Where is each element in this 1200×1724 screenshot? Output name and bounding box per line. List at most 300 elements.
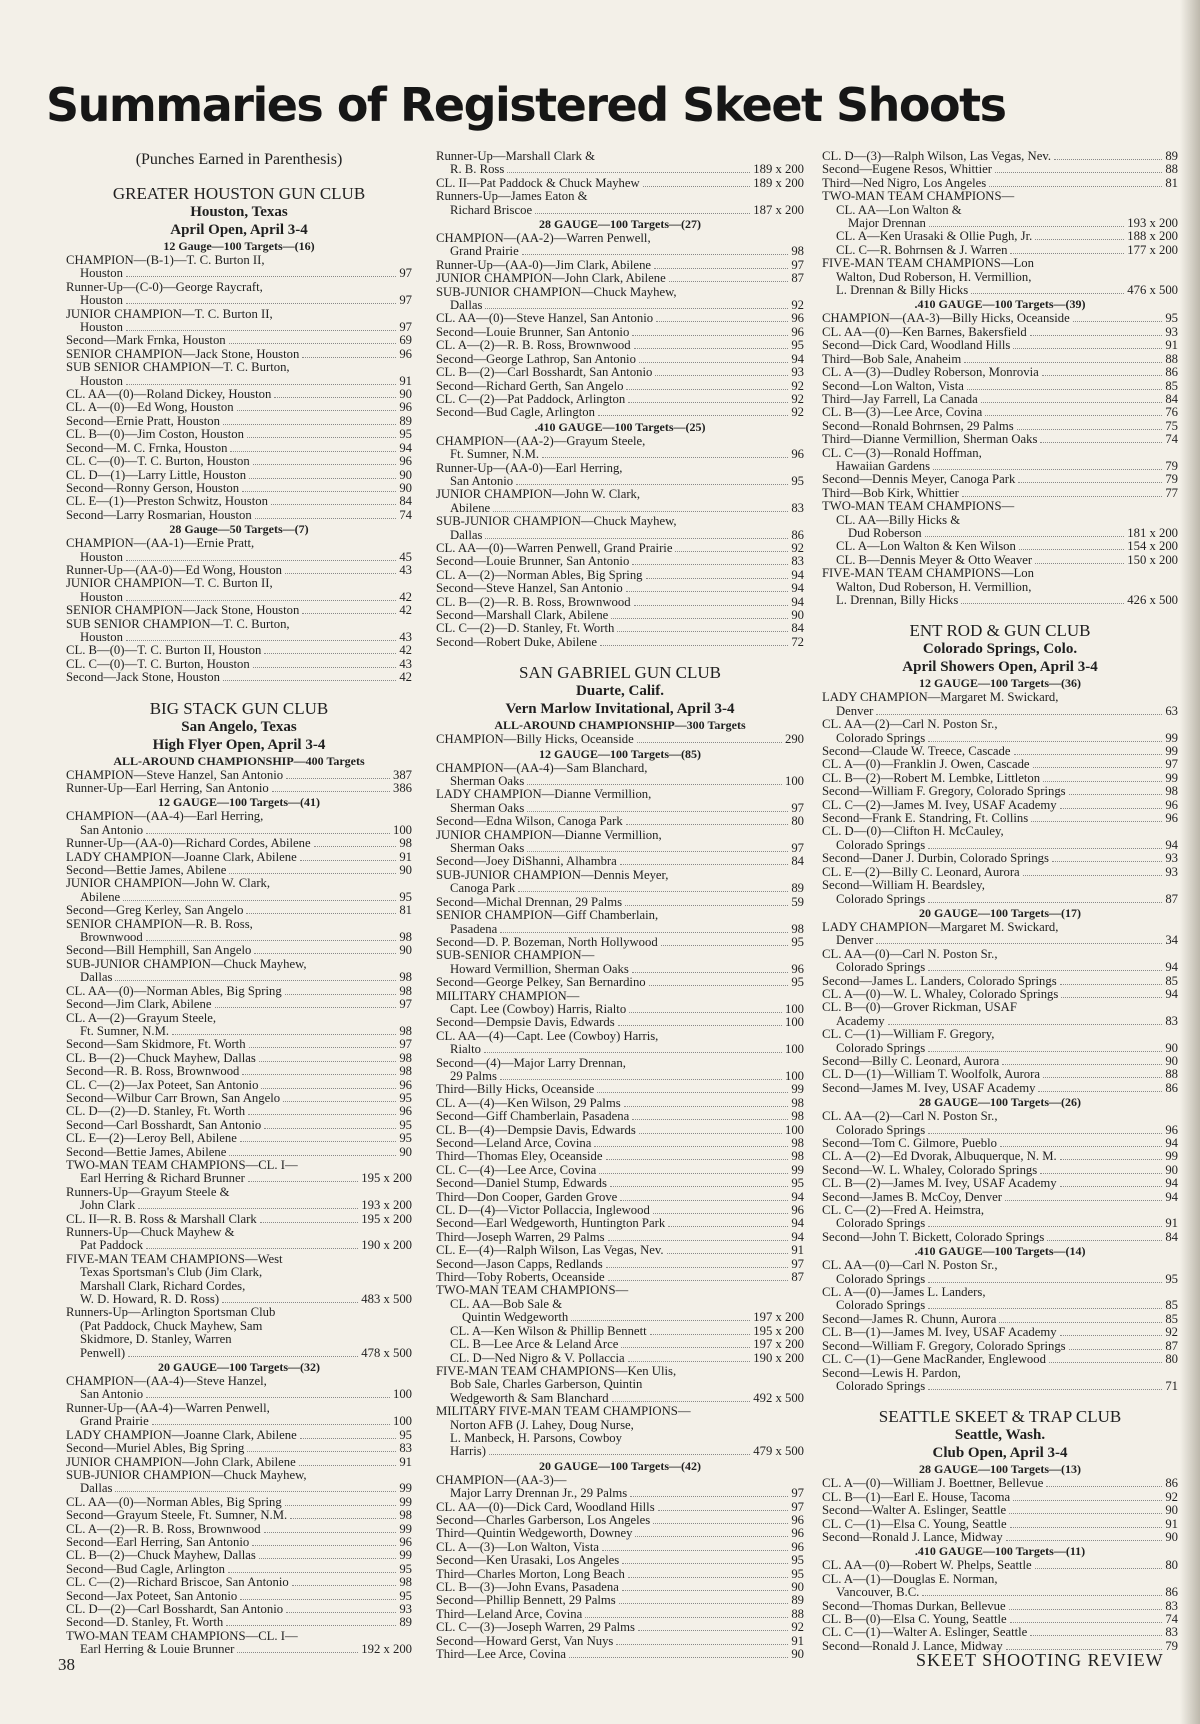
result-text: CL. B—(1)—Earl E. House, Tacoma [822,1489,1011,1504]
score: 42 [399,670,412,685]
score: 79 [1165,1638,1178,1653]
result-line [822,177,1178,190]
dot-leader [626,389,788,390]
text-line: FIVE-MAN TEAM CHAMPIONS—Lon [822,256,1034,271]
result-text: Rialto [450,1042,482,1057]
result-line [436,936,804,949]
result-text: CL. B—(0)—Elsa C. Young, Seattle [822,1611,1007,1626]
result-line [66,1199,412,1212]
text-line: CL. AA—(2)—Carl N. Poston Sr., [822,1109,998,1124]
result-text: Penwell) [80,1345,126,1360]
score: 90 [791,1580,804,1594]
result-text: JUNIOR CHAMPION—John Clark, Abilene [66,1454,296,1469]
dot-leader [223,680,396,681]
score: 190 x 200 [753,1350,804,1365]
result-line [436,923,804,936]
dot-leader [1006,1540,1163,1541]
dot-leader [661,945,789,946]
result-text: CL. E—(1)—Preston Schwitz, Houston [66,494,268,509]
dot-leader [1038,1091,1162,1092]
dot-leader [126,560,396,561]
result-line [66,591,412,604]
result-text: Second—Howard Gerst, Van Nuys [436,1633,614,1648]
result-text: Earl Herring & Richard Brunner [80,1171,245,1186]
score: 197 x 200 [753,1310,804,1325]
dot-leader [625,905,788,906]
event-header: .410 GAUGE—100 Targets—(39) [914,297,1086,312]
score: 96 [1165,811,1178,826]
result-line [436,1392,804,1405]
score: 94 [1165,1136,1178,1150]
dot-leader [285,994,397,995]
result-text: CL. B—(3)—John Evans, Pasadena [436,1580,619,1594]
score: 84 [399,494,412,509]
dot-leader [535,213,750,214]
result-text: Ft. Sumner, N.M. [450,447,540,462]
result-text: CL. II—Pat Paddock & Chuck Mayhew [436,175,640,190]
dot-leader [1049,1362,1162,1363]
result-line [822,244,1178,257]
dot-leader [981,402,1163,403]
score: 91 [1165,338,1178,353]
score: 83 [1165,1625,1178,1640]
result-text: Abilene [80,889,121,904]
dot-leader [585,1617,788,1618]
score: 478 x 500 [361,1345,412,1360]
result-text: Colorado Springs [836,1122,926,1137]
dot-leader [126,276,396,277]
score: 99 [1165,730,1178,745]
score: 95 [791,975,804,990]
result-text: CL. D—(4)—Victor Pollaccia, Inglewood [436,1203,650,1218]
dot-leader [248,1114,396,1115]
result-text: Second—William F. Gregory, Colorado Springs [822,784,1066,799]
dot-leader [643,186,751,187]
result-text: Second—Jax Poteet, San Antonio [66,1588,238,1603]
result-text: Second—Wilbur Carr Brown, San Angelo [66,1090,281,1105]
result-text: CL. C—(4)—Lee Arce, Covina [436,1162,597,1177]
dot-leader [260,1222,359,1223]
score: 91 [399,1454,412,1469]
result-line [436,855,804,868]
dot-leader [1060,1159,1163,1160]
result-line [822,150,1178,163]
text-line: LADY CHAMPION—Margaret M. Swickard, [822,690,1059,705]
score: 79 [1165,458,1178,473]
score: 83 [791,554,804,569]
score: 98 [791,1149,804,1164]
shoot-title: April Open, April 3-4 [170,222,308,238]
result-text: Second—Earl Herring, San Antonio [66,1534,250,1549]
score: 181 x 200 [1127,525,1178,540]
result-text: CL. C—(1)—Gene MacRander, Englewood [822,1352,1046,1367]
dot-leader [223,424,396,425]
result-text: CL. AA—(0)—Ken Barnes, Bakersfield [822,324,1027,339]
result-text: Colorado Springs [836,837,926,852]
event-header: 12 GAUGE—100 Targets—(41) [158,795,320,810]
score: 95 [399,1117,412,1132]
dot-leader [518,891,788,892]
result-text: Second—Lon Walton, Vista [822,378,964,393]
result-line [822,758,1178,771]
text-line: CHAMPION—(AA-2)—Grayum Steele, [436,433,646,448]
result-text: Colorado Springs [836,1216,926,1231]
dot-leader [606,1267,789,1268]
dot-leader [610,1186,788,1187]
dot-leader [172,1034,396,1035]
dot-leader [667,1253,789,1254]
dot-leader [542,457,788,458]
dot-leader [222,1302,358,1303]
text-line: SENIOR CHAMPION—Giff Chamberlain, [436,908,659,923]
result-text: CL. B—Lee Arce & Leland Arce [450,1337,619,1352]
text-line: CL. AA—Lon Walton & [836,202,962,217]
result-text: Second—Eugene Resos, Whittier [822,162,992,177]
result-text: JUNIOR CHAMPION—John Clark, Abilene [436,271,666,286]
score: 97 [399,1037,412,1052]
result-line [436,1487,804,1500]
result-text: CL. A—Lon Walton & Ken Wilson [836,539,1016,554]
result-line [66,1415,412,1428]
score: 190 x 200 [361,1238,412,1253]
result-line [436,1083,804,1096]
result-text: Second—R. B. Ross, Brownwood [66,1064,240,1079]
score: 97 [791,800,804,815]
dot-leader [619,1603,789,1604]
result-text: Third—Bob Kirk, Whittier [822,485,959,500]
result-line [822,163,1178,176]
score: 92 [791,405,804,420]
result-text: Sherman Oaks [450,841,525,856]
dot-leader [967,389,1162,390]
result-line [66,851,412,864]
dot-leader [606,1159,789,1160]
dot-leader [1000,1146,1162,1147]
score: 85 [1165,1311,1178,1326]
result-line [822,1313,1178,1326]
result-text: San Antonio [450,473,514,488]
score: 81 [1165,175,1178,190]
result-text: CL. A—Ken Wilson & Phillip Bennett [450,1323,647,1338]
result-text: Second—Grayum Steele, Ft. Sumner, N.M. [66,1508,288,1523]
event-header: 20 GAUGE—100 Targets—(32) [158,1360,320,1375]
result-text: Colorado Springs [836,730,926,745]
result-line [66,1119,412,1132]
result-line [66,782,412,795]
result-line [822,527,1178,540]
dot-leader [964,362,1162,363]
result-line [66,1388,412,1401]
text-line: CL. AA—(0)—Carl N. Poston Sr., [822,1258,998,1273]
text-line: TWO-MAN TEAM CHAMPIONS— [822,499,1015,514]
result-line [822,1353,1178,1366]
dot-leader [922,1595,1162,1596]
dot-leader [622,1563,788,1564]
result-text: CL. C—(3)—Joseph Warren, 29 Palms [436,1620,635,1635]
result-line [66,1603,412,1616]
dot-leader [637,742,782,743]
dot-leader [300,1438,397,1439]
result-line [66,509,412,522]
score: 96 [791,961,804,976]
dot-leader [500,932,788,933]
score: 90 [1165,1529,1178,1544]
text-line: CHAMPION—(AA-1)—Ernie Pratt, [66,536,255,551]
result-text: Second—Billy C. Leonard, Aurora [822,1053,1000,1068]
event-header: .410 GAUGE—100 Targets—(11) [914,1544,1086,1559]
score: 154 x 200 [1127,539,1178,554]
text-line: CHAMPION—(AA-4)—Earl Herring, [66,809,264,824]
result-text: CL. C—(0)—T. C. Burton, Houston [66,454,250,469]
result-line [436,1554,804,1567]
dot-leader [1060,984,1163,985]
result-line [66,1347,412,1360]
text-line: Runners-Up—Arlington Sportsman Club [66,1305,276,1320]
dot-leader [259,1061,397,1062]
result-text: Second—M. C. Frnka, Houston [66,440,228,455]
dot-leader [285,573,396,574]
result-text: Colorado Springs [836,1298,926,1313]
score: 84 [791,621,804,636]
dot-leader [1019,549,1124,550]
dot-leader [925,536,1125,537]
result-line [822,1380,1178,1393]
result-line [66,1293,412,1306]
score: 83 [399,1441,412,1456]
text-line: Second—(4)—Major Larry Drennan, [436,1055,626,1070]
event-header: 28 GAUGE—100 Targets—(26) [919,1095,1081,1110]
result-line [66,931,412,944]
result-text: CL. AA—(0)—Norman Ables, Big Spring [66,983,282,998]
score: 87 [791,271,804,286]
dot-leader [146,940,397,941]
result-text: CL. A—(2)—R. B. Ross, Brownwood [436,338,631,353]
score: 93 [791,365,804,380]
score: 98 [791,1109,804,1124]
text-line: Walton, Dud Roberson, H. Vermillion, [836,269,1032,284]
score: 100 [392,822,412,837]
dot-leader [608,1240,789,1241]
score: 476 x 500 [1127,283,1178,298]
result-text: Runner-Up—Earl Herring, San Antonio [66,781,269,795]
dot-leader [485,538,788,539]
score: 83 [1165,1598,1178,1613]
result-line [436,622,804,635]
result-line [436,1191,804,1204]
dot-leader [669,281,789,282]
dot-leader [253,667,397,668]
result-line [822,554,1178,567]
result-text: Howard Vermillion, Sherman Oaks [450,961,629,976]
score: 188 x 200 [1127,229,1178,244]
result-line [436,529,804,542]
result-line [436,366,804,379]
score: 88 [1165,1067,1178,1082]
score: 91 [791,1243,804,1258]
dot-leader [594,1146,788,1147]
dot-leader [632,335,788,336]
result-text: Pasadena [450,921,498,936]
event-header: 12 Gauge—100 Targets—(16) [163,239,315,253]
score: 94 [791,351,804,366]
score: 94 [791,594,804,609]
result-line [436,448,804,461]
score: 98 [399,1064,412,1079]
score: 99 [1165,744,1178,759]
score: 187 x 200 [753,202,804,217]
result-text: Second—Claude W. Treece, Cascade [822,744,1011,759]
result-text: CL. AA—(0)—Dick Card, Woodland Hills [436,1499,655,1514]
text-line: Runner-Up—(AA-0)—Earl Herring, [436,460,623,475]
result-text: SENIOR CHAMPION—Jack Stone, Houston [66,346,300,361]
score: 84 [1165,391,1178,406]
dot-leader [1060,808,1163,809]
text-line: CL. AA—(4)—Capt. Lee (Cowboy) Harris, [436,1028,659,1043]
result-text: CL. II—R. B. Ross & Marshall Clark [66,1211,257,1226]
result-line [822,339,1178,352]
dot-leader [242,491,396,492]
result-text: Houston [80,629,123,644]
result-text: R. B. Ross [450,162,505,177]
result-text: CL. A—Ken Urasaki & Ollie Pugh, Jr. [836,229,1033,244]
dot-leader [314,846,397,847]
score: 96 [1165,1122,1178,1137]
result-text: Harris) [450,1444,486,1459]
result-text: CHAMPION—(AA-3)—Billy Hicks, Oceanside [822,311,1070,326]
result-line [66,1105,412,1118]
text-line: TWO-MAN TEAM CHAMPIONS— [822,189,1015,204]
dot-leader [516,484,788,485]
result-text: Denver [836,933,874,948]
text-line: Runners-Up—James Eaton & [436,189,588,204]
text-line: CL. B—(0)—Grover Rickman, USAF [822,1000,1017,1015]
score: 94 [1165,986,1178,1001]
dot-leader [1010,253,1124,254]
dot-leader [1060,1335,1163,1336]
result-line [822,839,1178,852]
result-text: CL. C—R. Bohrnsen & J. Warren [836,242,1008,257]
result-text: Dud Roberson [848,525,922,540]
result-text: CL. AA—(0)—Robert W. Phelps, Seattle [822,1558,1032,1573]
result-line [822,1191,1178,1204]
result-line [822,812,1178,825]
dot-leader [271,504,396,505]
dot-leader [995,172,1162,173]
result-text: CL. D—Ned Nigro & V. Pollaccia [450,1350,625,1365]
dot-leader [620,864,789,865]
result-line [436,775,804,788]
result-text: Second—John T. Bickett, Colorado Springs [822,1229,1045,1244]
result-line [822,230,1178,243]
score: 96 [399,1077,412,1092]
dot-leader [527,811,788,812]
result-line [66,1549,412,1562]
result-text: Second—Ronny Gerson, Houston [66,480,240,495]
result-text: CL. A—(3)—Dudley Roberson, Monrovia [822,365,1039,380]
result-line [66,469,412,482]
result-line [436,733,804,746]
score: 94 [1165,960,1178,975]
result-line [822,1326,1178,1339]
column-3 [822,149,1178,1653]
text-line: CL. D—(0)—Clifton H. McCauley, [822,824,1004,839]
result-line [66,348,412,361]
score: 91 [791,1633,804,1648]
event-header: ALL-AROUND CHAMPIONSHIP—300 Targets [494,718,746,733]
score: 97 [1165,757,1178,772]
score: 195 x 200 [753,1323,804,1338]
result-line [822,433,1178,446]
dot-leader [639,1133,782,1134]
score: 98 [399,836,412,851]
result-text: CL. B—(2)—Chuck Mayhew, Dallas [66,1548,256,1563]
result-line [822,1082,1178,1095]
result-text: CL. A—(4)—Ken Wilson, 29 Palms [436,1095,621,1110]
dot-leader [621,1347,750,1348]
score: 43 [399,629,412,644]
score: 90 [399,467,412,482]
score: 34 [1165,933,1178,948]
text-line: LADY CHAMPION—Dianne Vermillion, [436,787,652,802]
dot-leader [632,564,788,565]
score: 195 x 200 [361,1211,412,1226]
result-text: Second—Muriel Ables, Big Spring [66,1441,245,1456]
dot-leader [1042,375,1163,376]
score: 90 [1165,1040,1178,1055]
score: 59 [791,894,804,909]
score: 42 [399,589,412,604]
result-text: Second—William F. Gregory, Colorado Springs [822,1338,1066,1353]
shoot-title: April Showers Open, April 3-4 [902,659,1098,676]
dot-leader [1010,1622,1163,1623]
score: 98 [399,930,412,945]
result-text: CL. B—(1)—James M. Ivey, USAF Academy [822,1325,1057,1340]
dot-leader [622,1590,788,1591]
result-line [66,864,412,877]
dot-leader [928,1133,1162,1134]
score: 100 [784,1001,804,1016]
result-line [66,604,412,617]
result-line [822,487,1178,500]
score: 99 [791,1082,804,1097]
text-line: FIVE-MAN TEAM CHAMPIONS—West [66,1251,283,1266]
result-text: L. Drennan, Billy Hicks [836,593,959,607]
dot-leader [611,618,788,619]
result-line [66,455,412,468]
score: 94 [791,1216,804,1231]
score: 86 [1165,365,1178,380]
result-text: Runner-Up—(AA-0)—Jim Clark, Abilene [436,257,652,272]
score: 193 x 200 [1127,216,1178,231]
result-text: Colorado Springs [836,891,926,906]
result-text: Quintin Wedgeworth [462,1310,569,1325]
result-text: CL. D—(1)—William T. Woolfolk, Aurora [822,1067,1041,1082]
result-line [822,745,1178,758]
score: 94 [791,1189,804,1204]
dot-leader [1060,1186,1163,1187]
dot-leader [253,464,397,465]
text-line: TWO-MAN TEAM CHAMPIONS—CL. I— [66,1628,298,1643]
dot-leader [507,172,750,173]
result-line [436,596,804,609]
score: 492 x 500 [753,1390,804,1405]
dot-leader [928,1226,1162,1227]
result-line [822,1504,1178,1517]
score: 99 [399,1481,412,1496]
publication-name: SKEET SHOOTING REVIEW [916,1650,1164,1670]
result-text: Sherman Oaks [450,800,525,815]
dot-leader [1030,335,1163,336]
